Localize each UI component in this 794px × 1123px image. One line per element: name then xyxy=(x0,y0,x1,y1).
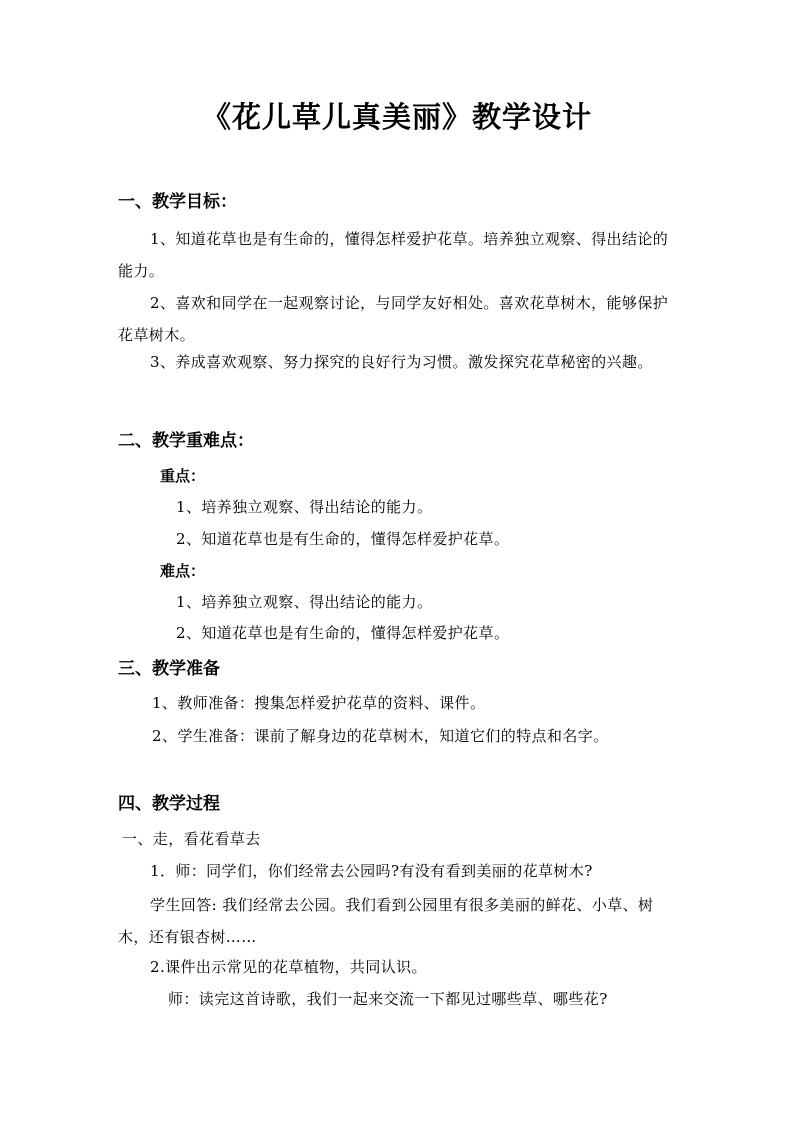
objective-item: 3、养成喜欢观察、努力探究的良好行为习惯。激发探究花草秘密的兴趣。 xyxy=(150,353,653,371)
section-heading-objectives: 一、教学目标： xyxy=(118,192,237,212)
difficult-point-item: 2、知道花草也是有生命的，懂得怎样爱护花草。 xyxy=(176,624,510,642)
process-teacher-line: 师：读完这首诗歌，我们一起来交流一下都见过哪些草、哪些花? xyxy=(168,990,608,1008)
preparation-item: 2、学生准备：课前了解身边的花草树木，知道它们的特点和名字。 xyxy=(152,727,609,745)
process-answer: 学生回答: 我们经常去公园。我们看到公园里有很多美丽的鲜花、小草、树木，还有银杏树…… xyxy=(118,896,654,946)
key-point-item: 2、知道花草也是有生命的，懂得怎样爱护花草。 xyxy=(176,530,510,548)
process-step-title: 一、走，看花看草去 xyxy=(122,830,261,848)
key-point-item: 1、培养独立观察、得出结论的能力。 xyxy=(176,498,433,516)
process-step-2: 2.课件出示常见的花草植物，共同认识。 xyxy=(150,958,427,976)
key-points-label: 重点： xyxy=(160,467,206,485)
objective-item: 2、喜欢和同学在一起观察讨论，与同学友好相处。喜欢花草树木，能够保护花草树木。 xyxy=(118,294,669,344)
difficult-point-item: 1、培养独立观察、得出结论的能力。 xyxy=(176,593,433,611)
section-heading-preparation: 三、教学准备 xyxy=(118,659,220,679)
objective-item: 1、知道花草也是有生命的，懂得怎样爱护花草。培养独立观察、得出结论的能力。 xyxy=(118,230,669,280)
section-heading-key-points: 二、教学重难点： xyxy=(118,431,254,451)
document-title: 《花儿草儿真美丽》教学设计 xyxy=(201,100,592,134)
difficult-points-label: 难点： xyxy=(160,562,206,580)
section-heading-process: 四、教学过程 xyxy=(118,794,220,814)
process-question: 1．师：同学们，你们经常去公园吗?有没有看到美丽的花草树木? xyxy=(150,862,593,880)
preparation-item: 1、教师准备：搜集怎样爱护花草的资料、课件。 xyxy=(152,694,486,712)
